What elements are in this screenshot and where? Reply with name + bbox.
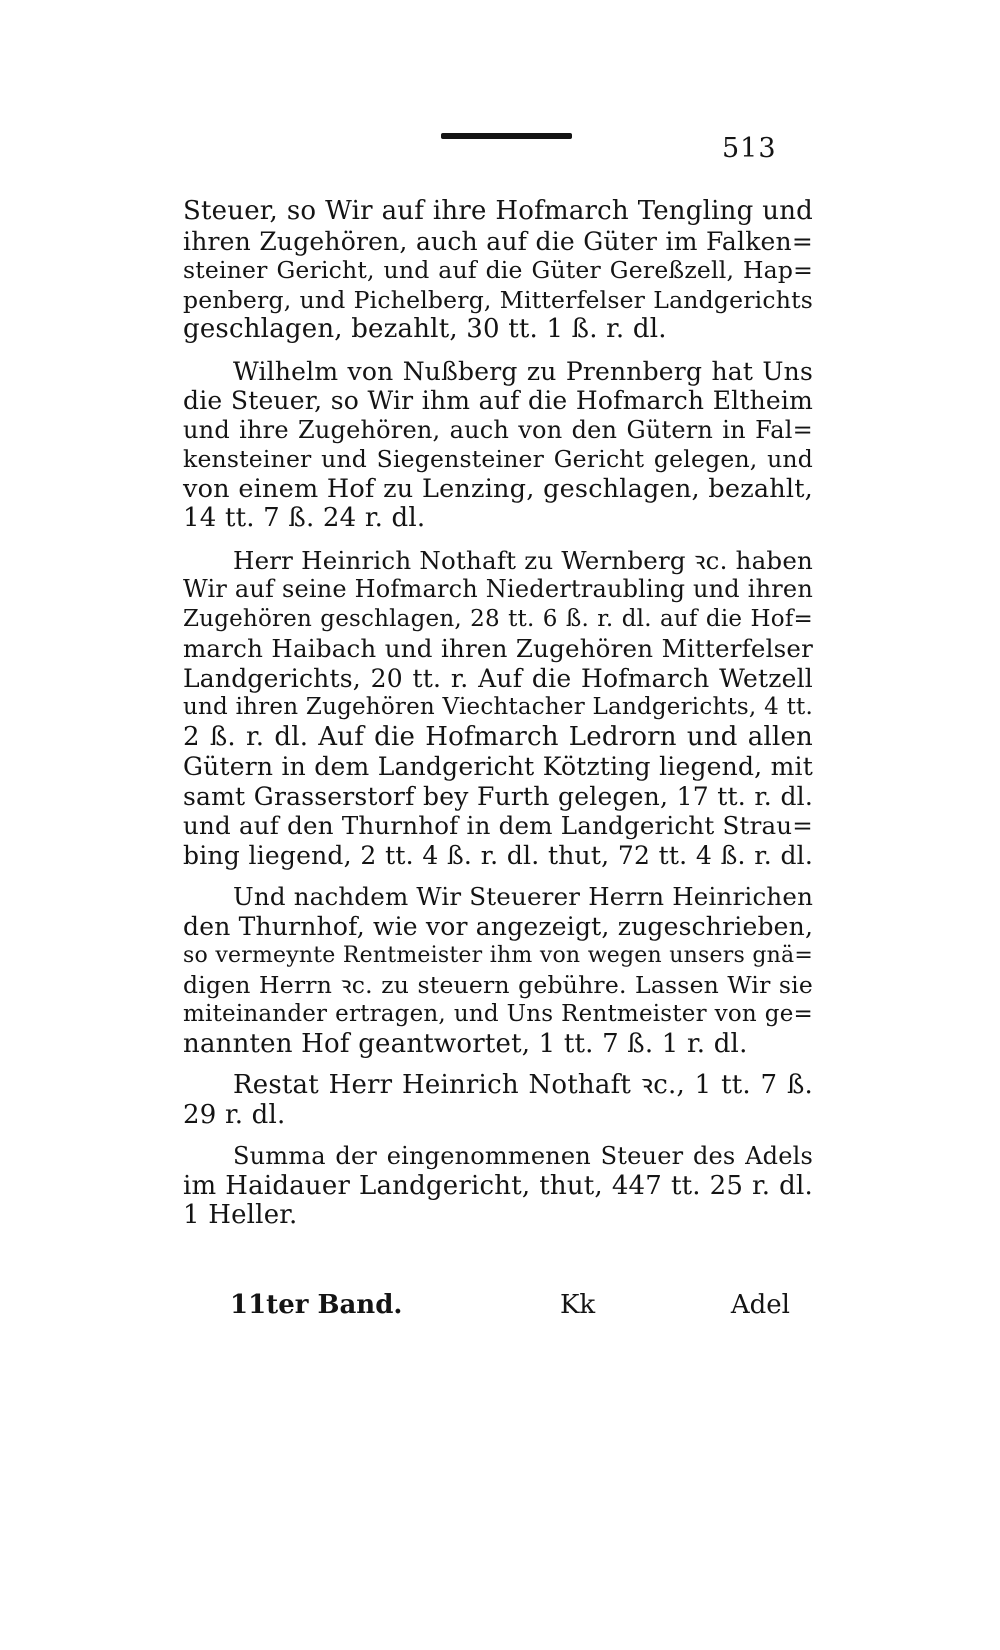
- text-line: 14 tt. 7 ß. 24 r. dl.: [183, 503, 426, 533]
- text-line: 29 r. dl.: [183, 1099, 286, 1130]
- text-line: von einem Hof zu Lenzing, geschlagen, bezahlt,: [183, 473, 813, 504]
- catchword: Adel: [730, 1290, 790, 1320]
- text-line: penberg, und Pichelberg, Mitterfelser Landgerichts: [183, 285, 813, 314]
- paragraph-5: [183, 1071, 813, 1130]
- text-line: steiner Gericht, und auf die Güter Gereßzell, Hap=: [183, 256, 813, 284]
- text-line: Und nachdem Wir Steuerer Herrn Heinrichen: [233, 882, 814, 911]
- text-line: Herr Heinrich Nothaft zu Wernberg ꝛc. haben: [233, 545, 813, 575]
- text-line: geschlagen, bezahlt, 30 tt. 1 ß. r. dl.: [183, 314, 667, 344]
- header-rule: [441, 133, 572, 139]
- text-line: samt Grasserstorf bey Furth gelegen, 17 tt. r. dl.: [183, 781, 813, 811]
- text-line: und ihren Zugehören Viechtacher Landgerichts, 4 tt.: [183, 694, 813, 720]
- text-line: bing liegend, 2 tt. 4 ß. r. dl. thut, 72 tt. 4 ß. r. dl.: [183, 840, 813, 870]
- text-line: so vermeynte Rentmeister ihm von wegen unsers gnä=: [183, 943, 813, 968]
- text-line: Zugehören geschlagen, 28 tt. 6 ß. r. dl. auf die Hof=: [183, 605, 813, 632]
- paragraph-4: [183, 882, 813, 1059]
- text-line: die Steuer, so Wir ihm auf die Hofmarch Eltheim: [183, 386, 813, 415]
- volume-signature: 11ter Band.: [230, 1290, 403, 1320]
- paragraph-1: [183, 197, 813, 345]
- paragraph-6: [183, 1142, 813, 1231]
- signature-mark: Kk: [560, 1290, 596, 1320]
- text-line: 2 ß. r. dl. Auf die Hofmarch Ledrorn und allen: [183, 721, 813, 752]
- text-line: Wilhelm von Nußberg zu Prennberg hat Uns: [233, 356, 813, 386]
- text-line: kensteiner und Siegensteiner Gericht gelegen, und: [183, 445, 813, 473]
- paragraph-3: [183, 546, 813, 871]
- text-line: Landgerichts, 20 tt. r. Auf die Hofmarch Wetzell: [183, 663, 813, 693]
- paragraph-2: [183, 357, 813, 534]
- text-line: im Haidauer Landgericht, thut, 447 tt. 25 r. dl.: [183, 1170, 813, 1201]
- text-line: nannten Hof geantwortet, 1 tt. 7 ß. 1 r. dl.: [183, 1028, 748, 1059]
- text-line: miteinander ertragen, und Uns Rentmeister von ge=: [183, 1001, 813, 1027]
- text-line: den Thurnhof, wie vor angezeigt, zugeschrieben,: [183, 911, 814, 941]
- text-line: digen Herrn ꝛc. zu steuern gebühre. Lassen Wir sie: [183, 970, 813, 999]
- body-text: [183, 197, 813, 1241]
- page-number: 513: [722, 133, 777, 164]
- text-line: Wir auf seine Hofmarch Niedertraubling und ihren: [183, 575, 813, 603]
- text-line: und ihre Zugehören, auch von den Gütern in Fal=: [183, 415, 813, 444]
- text-line: Summa der eingenommenen Steuer des Adels: [233, 1142, 813, 1170]
- text-line: 1 Heller.: [183, 1200, 298, 1230]
- text-line: Gütern in dem Landgericht Kötzting liegend, mit: [183, 752, 813, 781]
- text-line: ihren Zugehören, auch auf die Güter im Falken=: [183, 226, 813, 256]
- text-line: Restat Herr Heinrich Nothaft ꝛc., 1 tt. 7 ß.: [233, 1070, 813, 1100]
- text-line: march Haibach und ihren Zugehören Mitterfelser: [183, 634, 813, 663]
- text-line: Steuer, so Wir auf ihre Hofmarch Tengling und: [183, 196, 813, 226]
- text-line: und auf den Thurnhof in dem Landgericht Strau=: [183, 811, 813, 840]
- page-footer: [230, 1290, 790, 1324]
